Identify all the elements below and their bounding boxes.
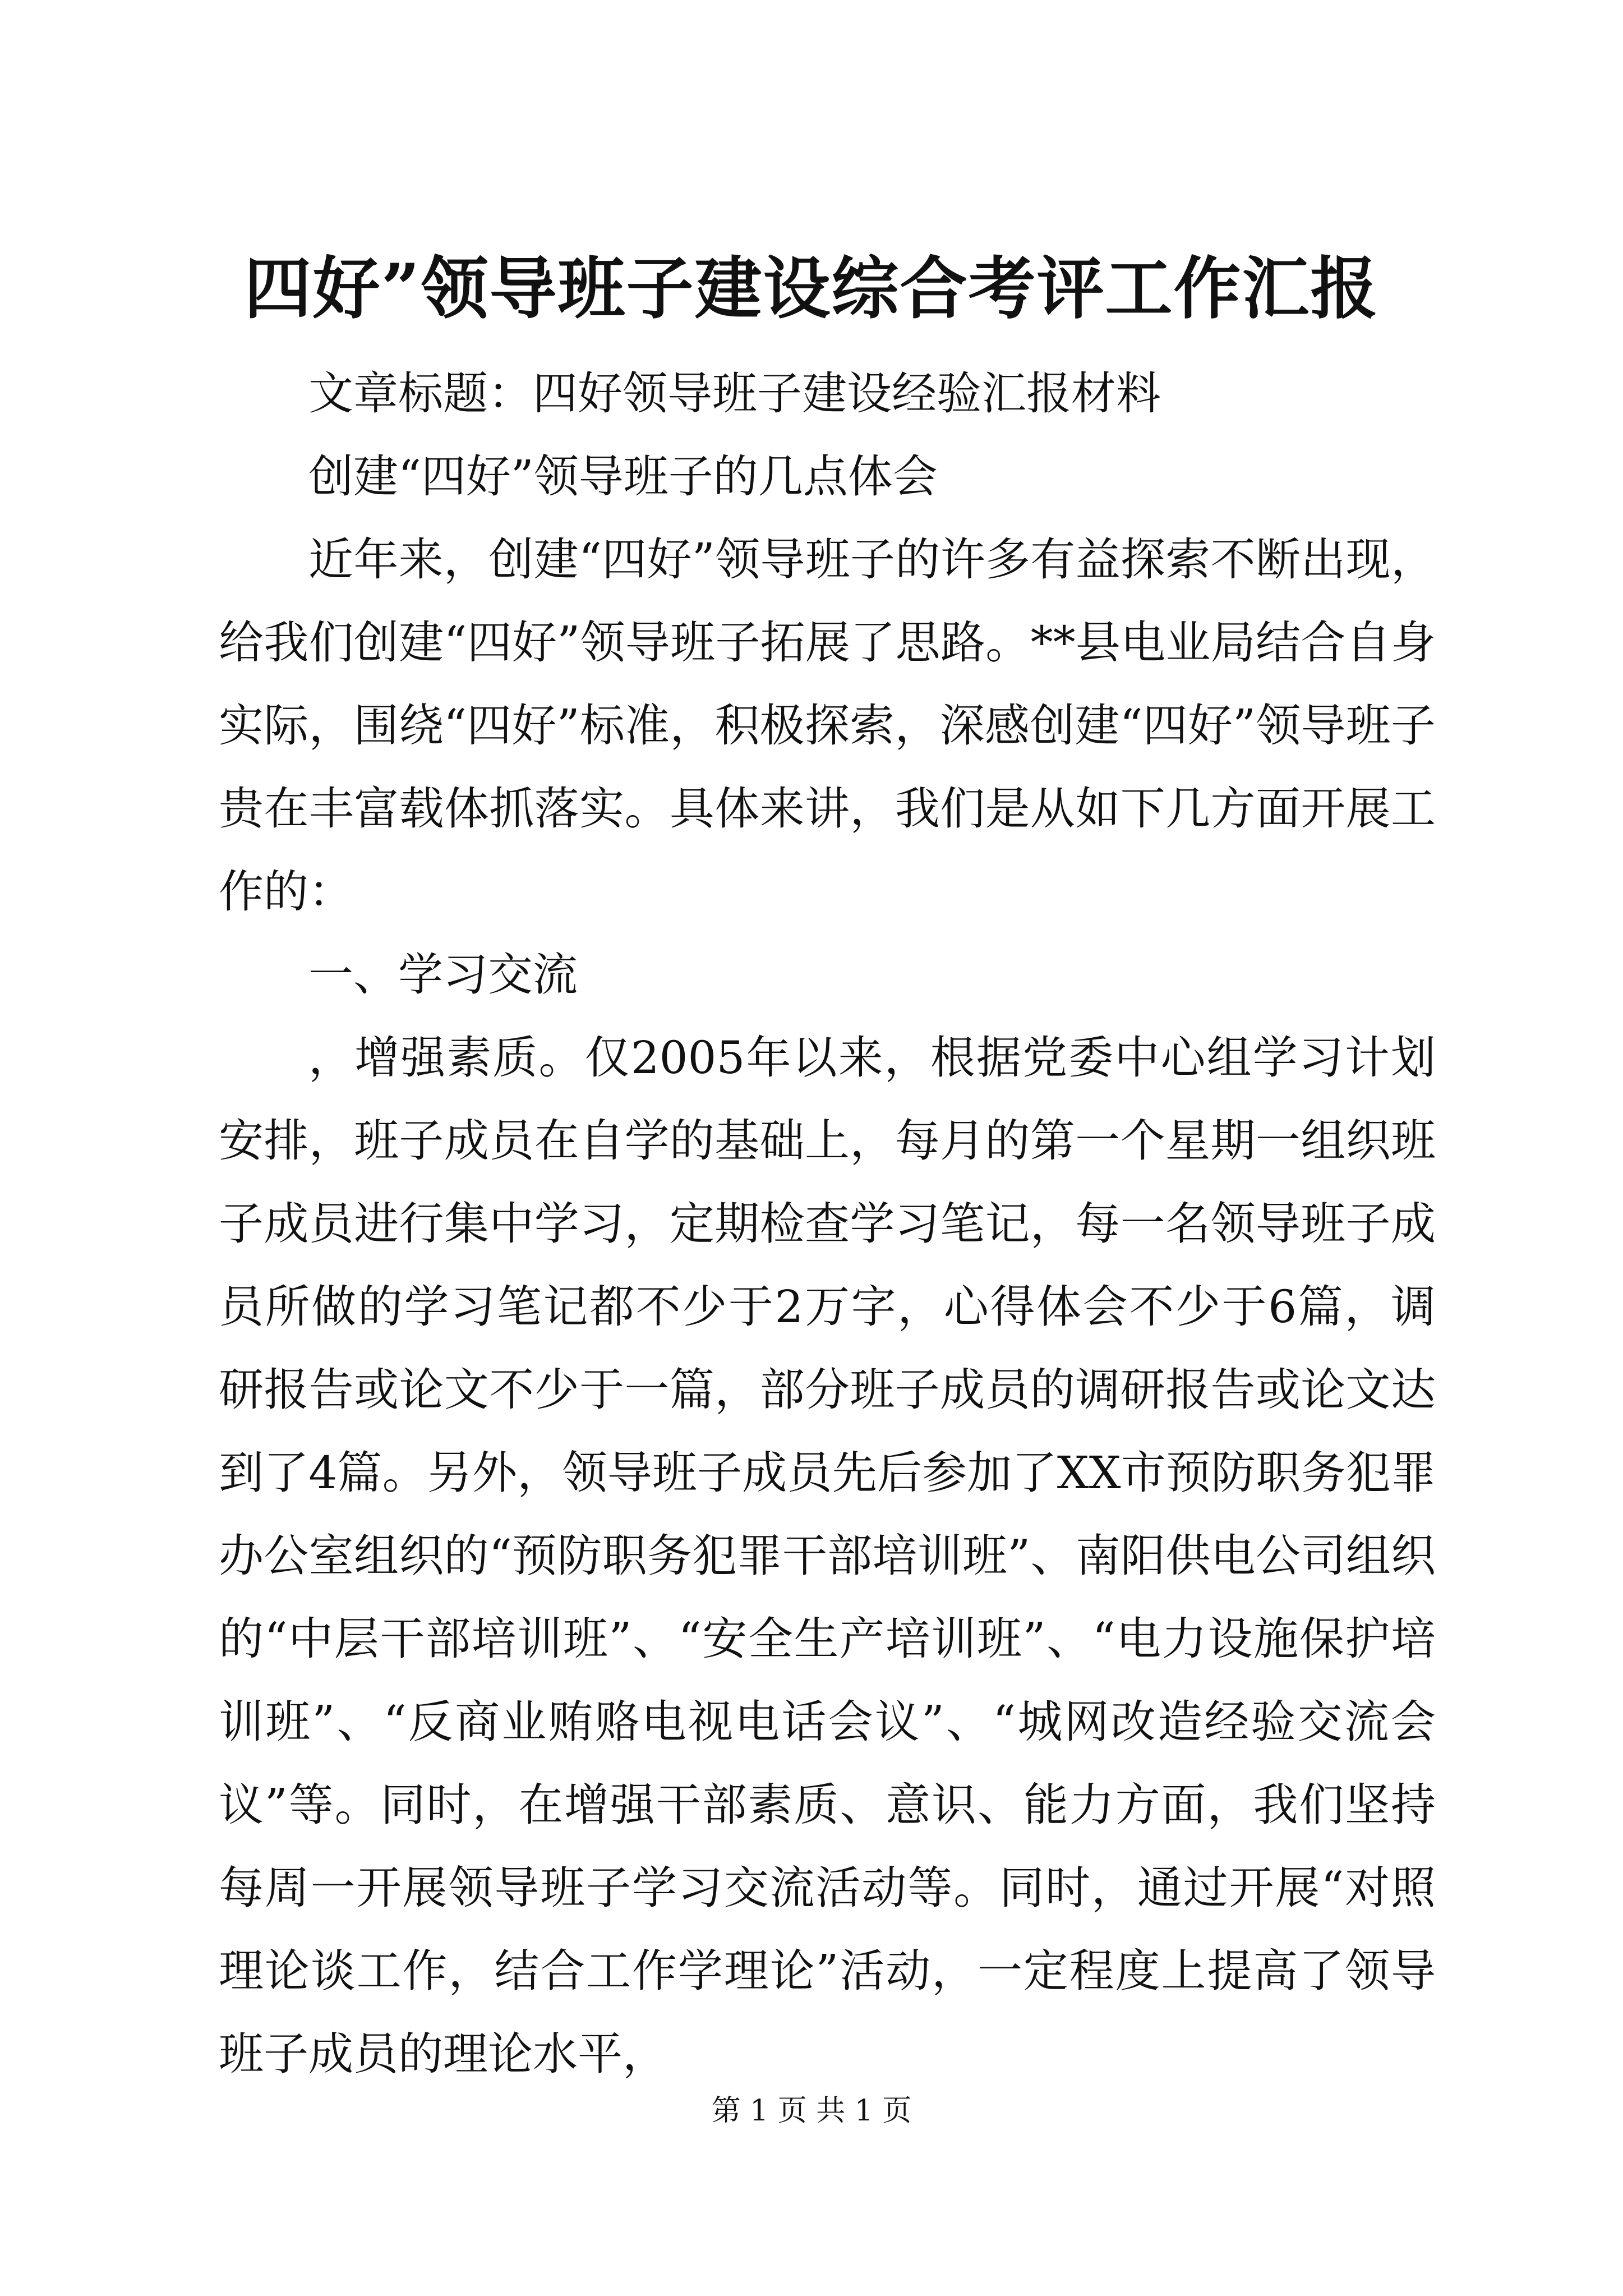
subtitle-line: 创建“四好”领导班子的几点体会: [308, 450, 938, 503]
document-title: 四好”领导班子建设综合考评工作汇报: [244, 249, 1379, 328]
intro-paragraph: 近年来，创建“四好”领导班子的许多有益探索不断出现，给我们创建“四好”领导班子拓展了思路。**县电业局结合自身实际，围绕“四好”标准，积极探索，深感创建“四好”领导班子贵在丰富载体抓落实。具体来讲，我们是从如下几方面开展工作的：: [219, 533, 1436, 918]
section-heading-1: 一、学习交流: [308, 949, 578, 1001]
document-body: [219, 352, 1436, 2096]
section-paragraph-1: ，增强素质。仅2005年以来，根据党委中心组学习计划安排，班子成员在自学的基础上，每月的第一个星期一组织班子成员进行集中学习，定期检查学习笔记，每一名领导班子成员所做的学习笔记都不少于2万字，心得体会不少于6篇，调研报告或论文不少于一篇，部分班子成员的调研报告或论文达到了4篇。另外，领导班子成员先后参加了XX市预防职务犯罪办公室组织的“预防职务犯罪干部培训班”、南阳供电公司组织的“中层干部培训班”、“安全生产培训班”、“电力设施保护培训班”、“反商业贿赂电视电话会议”、“城网改造经验交流会议”等。同时，在增强干部素质、意识、能力方面，我们坚持每周一开展领导班子学习交流活动等。同时，通过开展“对照理论谈工作，结合工作学理论”活动，一定程度上提高了领导班子成员的理论水平，: [219, 1032, 1436, 2080]
page-footer: 第 1 页 共 1 页: [711, 2094, 912, 2128]
article-title-line: 文章标题：四好领导班子建设经验汇报材料: [308, 367, 1161, 420]
